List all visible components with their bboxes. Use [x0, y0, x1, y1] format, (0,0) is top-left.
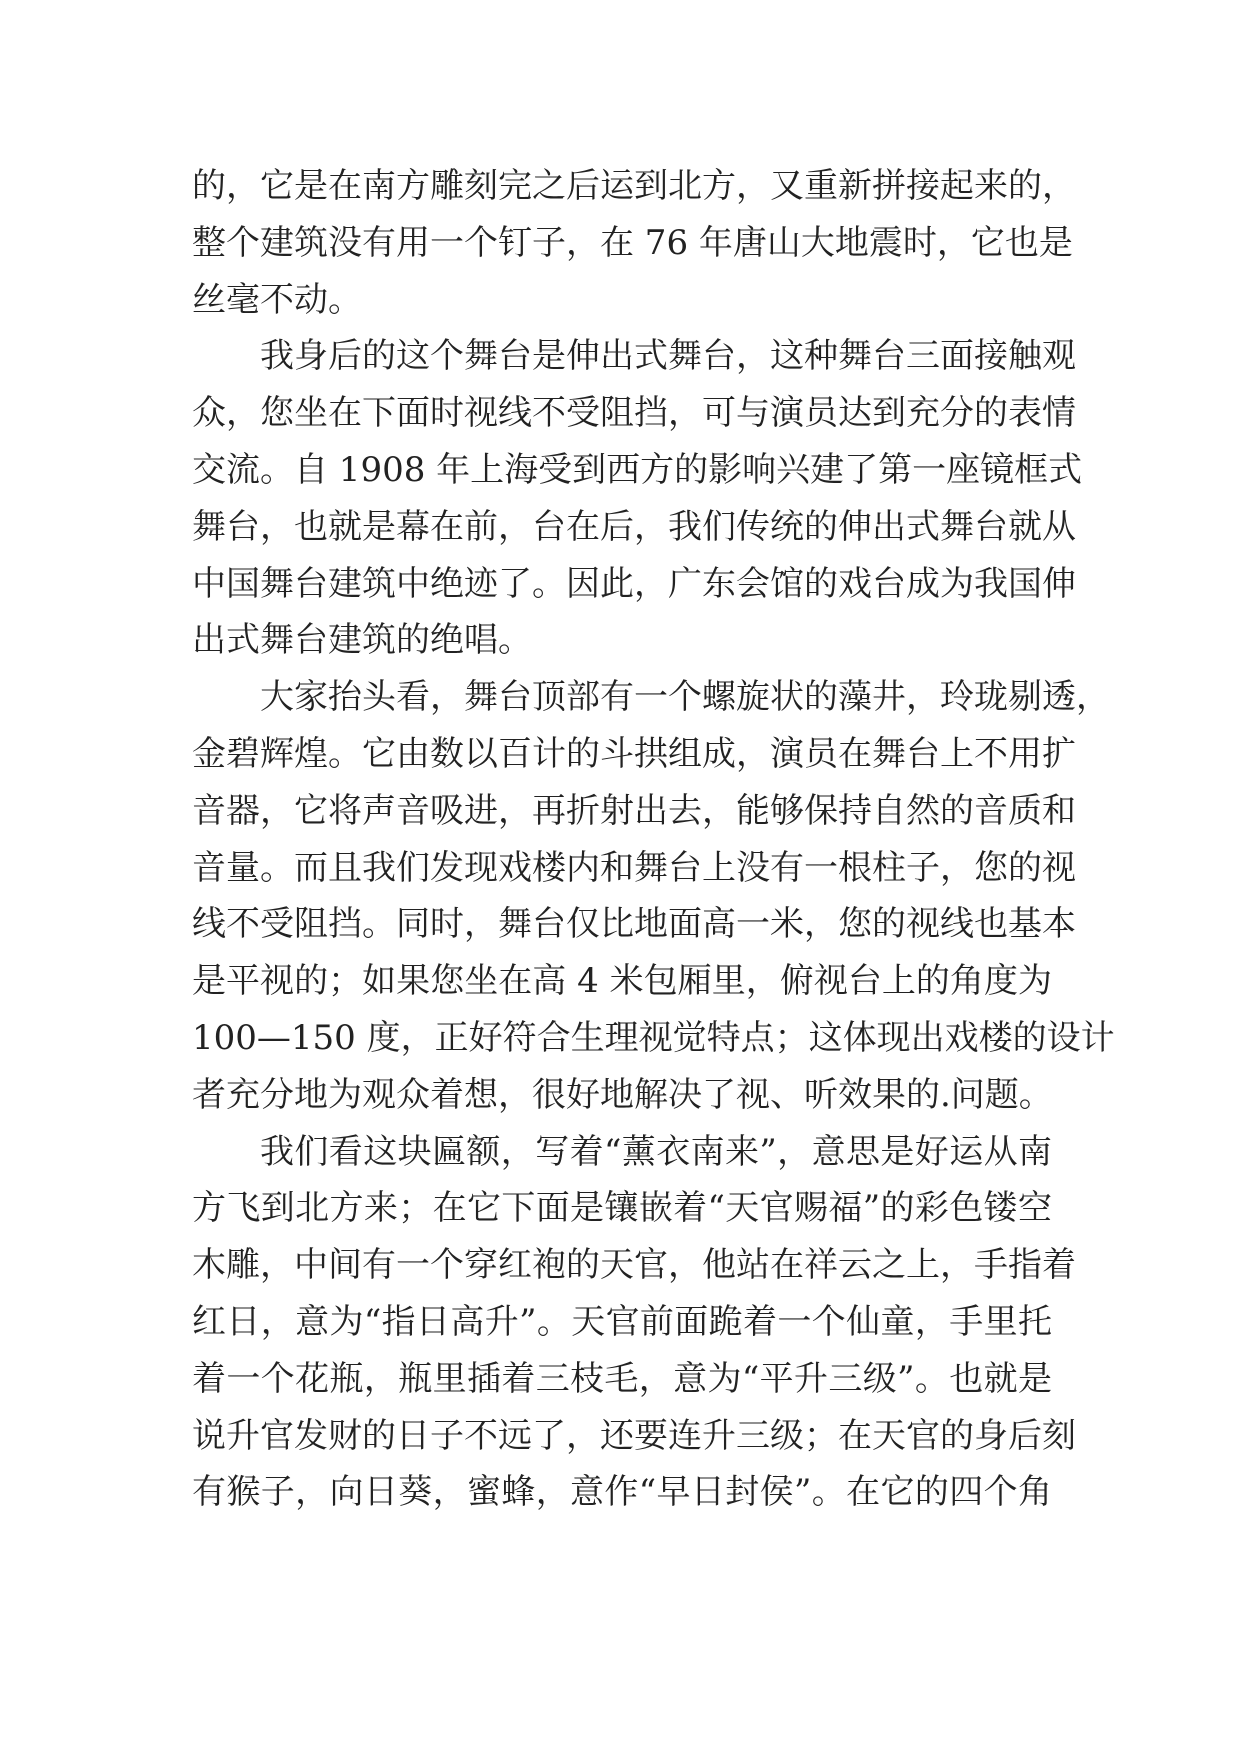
text-line: 方飞到北方来；在它下面是镶嵌着“天官赐福”的彩色镂空 [192, 1188, 1052, 1229]
text-line: 的，它是在南方雕刻完之后运到北方，又重新拼接起来的， [192, 166, 1076, 206]
text-line: 丝毫不动。 [192, 279, 362, 320]
text-line: 交流。自 1908 年上海受到西方的影响兴建了第一座镜框式 [192, 449, 1083, 490]
text-line: 有猴子，向日葵，蜜蜂，意作“早日封侯”。在它的四个角 [192, 1472, 1052, 1513]
text-line: 舞台，也就是幕在前，台在后，我们传统的伸出式舞台就从 [192, 506, 1076, 547]
text-line: 木雕，中间有一个穿红袍的天官，他站在祥云之上，手指着 [192, 1245, 1076, 1286]
text-line: 整个建筑没有用一个钉子，在 76 年唐山大地震时，它也是 [192, 222, 1073, 263]
text-line: 大家抬头看，舞台顶部有一个螺旋状的藻井，玲珑剔透， [260, 677, 1110, 718]
text-line: 说升官发财的日子不远了，还要连升三级；在天官的身后刻 [192, 1415, 1076, 1456]
paragraph-2 [192, 328, 1083, 669]
text-line: 是平视的；如果您坐在高 4 米包厢里，俯视台上的角度为 [192, 961, 1052, 1002]
paragraph-4 [192, 1124, 1076, 1522]
text-line: 音器，它将声音吸进，再折射出去，能够保持自然的音质和 [192, 790, 1076, 831]
text-line: 线不受阻挡。同时，舞台仅比地面高一米，您的视线也基本 [192, 904, 1076, 945]
text-line: 100—150 度，正好符合生理视觉特点；这体现出戏楼的设计 [192, 1017, 1115, 1058]
text-line: 红日，意为“指日高升”。天官前面跪着一个仙童，手里托 [192, 1301, 1052, 1342]
text-line: 者充分地为观众着想，很好地解决了视、听效果的.问题。 [192, 1074, 1053, 1115]
text-line: 我身后的这个舞台是伸出式舞台，这种舞台三面接触观 [260, 336, 1076, 377]
text-line: 金碧辉煌。它由数以百计的斗拱组成，演员在舞台上不用扩 [192, 733, 1076, 774]
text-line: 着一个花瓶，瓶里插着三枝毛，意为“平升三级”。也就是 [192, 1358, 1052, 1399]
text-line: 出式舞台建筑的绝唱。 [192, 620, 532, 661]
text-line: 我们看这块匾额，写着“薰衣南来”，意思是好运从南 [260, 1131, 1052, 1172]
text-line: 中国舞台建筑中绝迹了。因此，广东会馆的戏台成为我国伸 [192, 563, 1076, 604]
paragraph-1 [192, 158, 1076, 328]
paragraph-3 [192, 669, 1115, 1123]
text-line: 众，您坐在下面时视线不受阻挡，可与演员达到充分的表情 [192, 393, 1076, 434]
body-text [192, 158, 1115, 1521]
text-line: 音量。而且我们发现戏楼内和舞台上没有一根柱子，您的视 [192, 847, 1076, 888]
